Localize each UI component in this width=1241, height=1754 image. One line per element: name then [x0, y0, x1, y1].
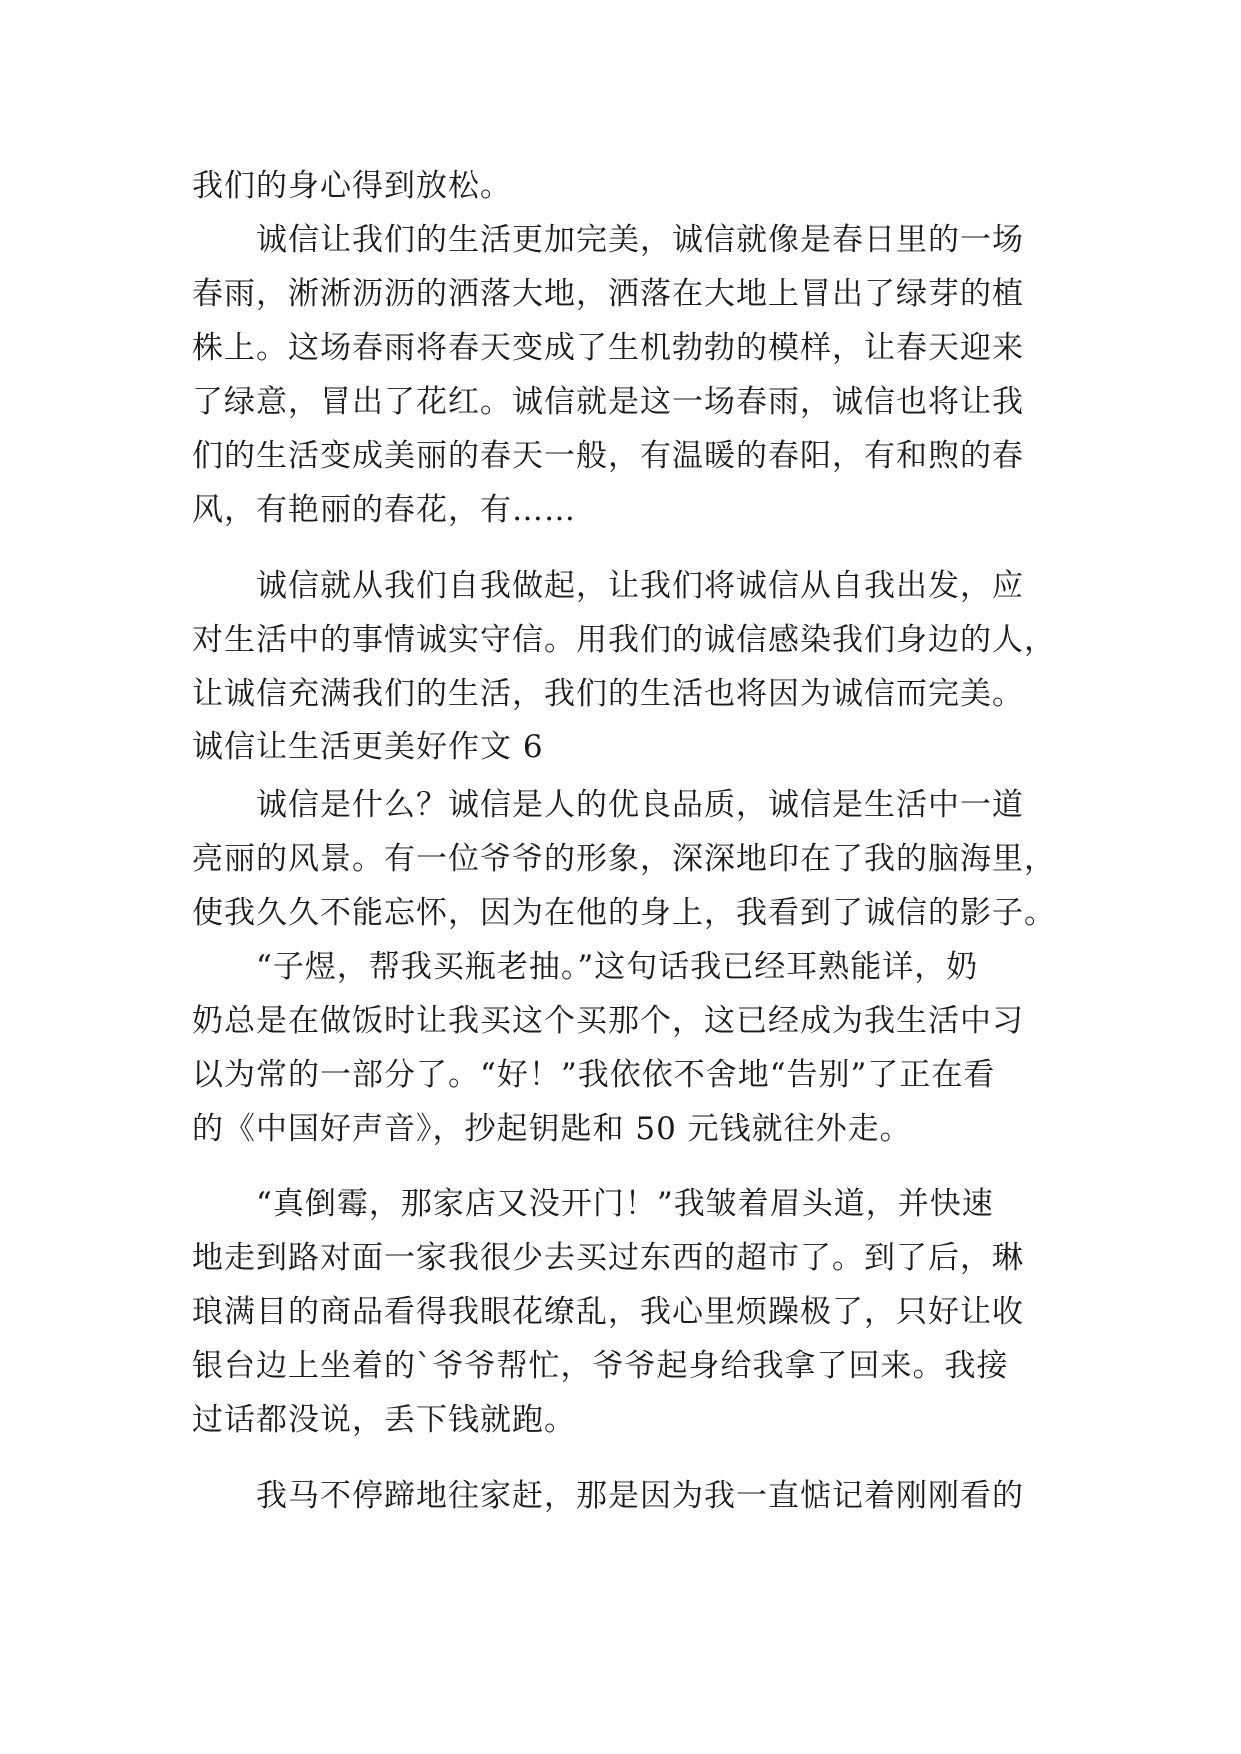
text-line: 亮丽的风景。有一位爷爷的形象，深深地印在了我的脑海里，: [192, 841, 1056, 877]
text-line: 们的生活变成美丽的春天一般，有温暖的春阳，有和煦的春: [192, 438, 1024, 474]
text-line: 地走到路对面一家我很少去买过东西的超市了。到了后，琳: [192, 1240, 1024, 1276]
section-heading: 诚信让生活更美好作文 6: [192, 729, 544, 765]
paragraph-first-line: 诚信是什么？诚信是人的优良品质，诚信是生活中一道: [256, 787, 1024, 823]
text-line: 使我久久不能忘怀，因为在他的身上，我看到了诚信的影子。: [192, 895, 1056, 931]
paragraph-first-line: 诚信让我们的生活更加完美，诚信就像是春日里的一场: [256, 222, 1024, 258]
text-line: 以为常的一部分了。“好！”我依依不舍地“告别”了正在看: [192, 1057, 996, 1093]
text-line: 春雨，淅淅沥沥的洒落大地，洒落在大地上冒出了绿芽的植: [192, 276, 1024, 312]
text-line: 的《中国好声音》，抄起钥匙和 50 元钱就往外走。: [192, 1111, 912, 1147]
text-line: 银台边上坐着的`爷爷帮忙，爷爷起身给我拿了回来。我接: [192, 1348, 1009, 1384]
text-line: 株上。这场春雨将春天变成了生机勃勃的模样，让春天迎来: [192, 330, 1024, 366]
text-line: 风，有艳丽的春花，有……: [192, 492, 576, 528]
text-line: 我们的身心得到放松。: [192, 168, 512, 204]
paragraph-first-line: 诚信就从我们自我做起，让我们将诚信从自我出发，应: [256, 568, 1024, 604]
text-line: 过话都没说，丢下钱就跑。: [192, 1402, 576, 1438]
paragraph-first-line: “真倒霉，那家店又没开门！”我皱着眉头道，并快速: [256, 1186, 994, 1222]
text-line: 琅满目的商品看得我眼花缭乱，我心里烦躁极了，只好让收: [192, 1294, 1024, 1330]
text-line: 奶总是在做饭时让我买这个买那个，这已经成为我生活中习: [192, 1003, 1024, 1039]
paragraph-first-line: 我马不停蹄地往家赶，那是因为我一直惦记着刚刚看的: [256, 1478, 1024, 1514]
paragraph-first-line: “子煜，帮我买瓶老抽。”这句话我已经耳熟能详，奶: [256, 949, 979, 985]
text-line: 让诚信充满我们的生活，我们的生活也将因为诚信而完美。: [192, 676, 1024, 712]
text-line: 对生活中的事情诚实守信。用我们的诚信感染我们身边的人，: [192, 622, 1056, 658]
text-line: 了绿意，冒出了花红。诚信就是这一场春雨，诚信也将让我: [192, 384, 1024, 420]
